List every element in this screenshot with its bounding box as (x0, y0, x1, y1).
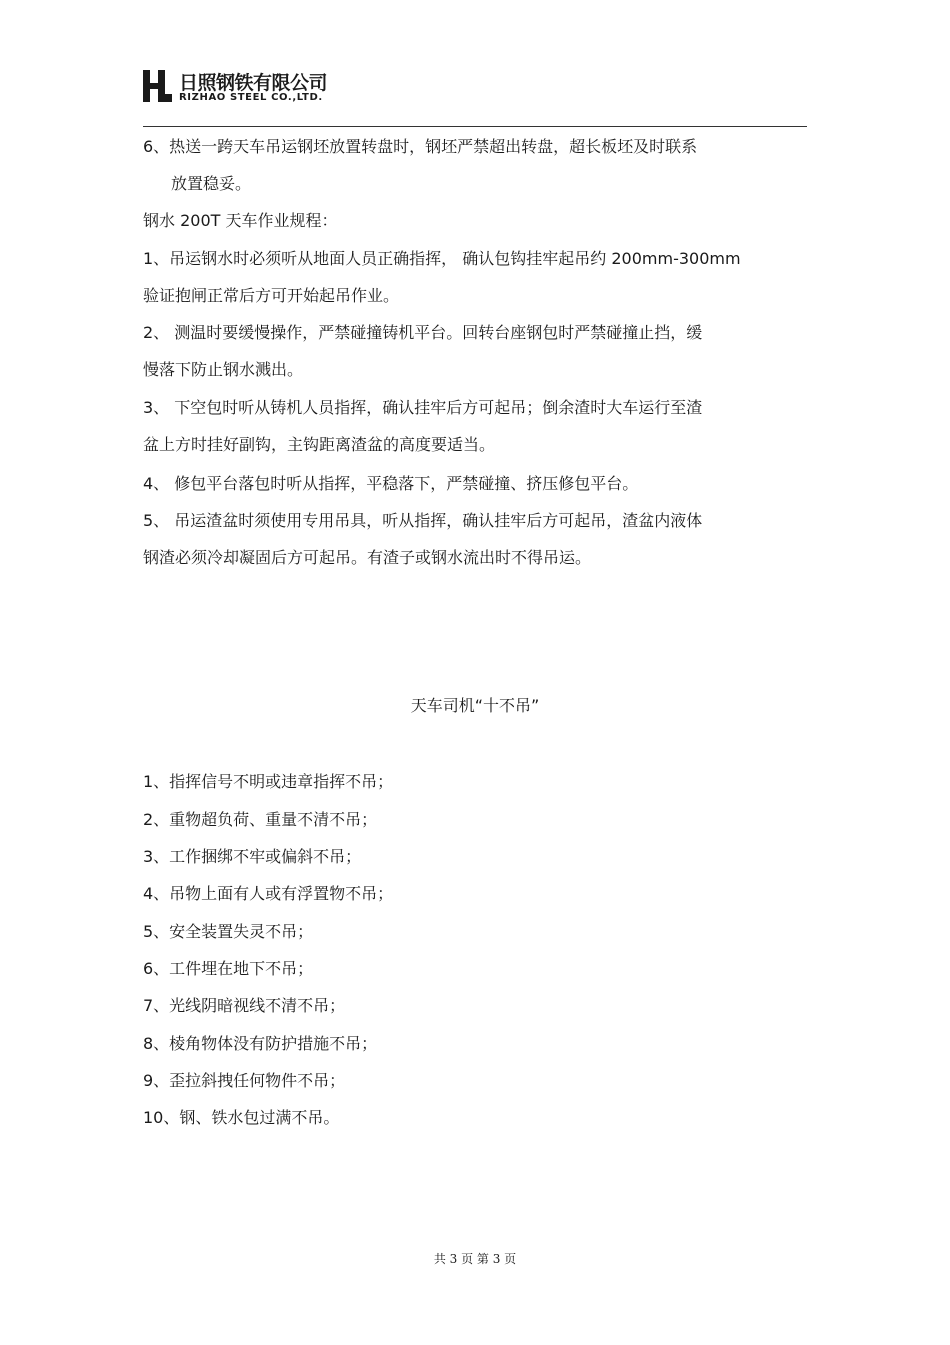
rule-item: 9、歪拉斜拽任何物件不吊； (143, 1071, 346, 1090)
body-line: 1、吊运钢水时必须听从地面人员正确指挥， 确认包钩挂牢起吊约 200mm-300mm (143, 249, 741, 268)
body-line: 盆上方时挂好副钩，主钩距离渣盆的高度要适当。 (143, 435, 496, 454)
rule-item: 1、指挥信号不明或违章指挥不吊； (143, 772, 394, 791)
body-line: 慢落下防止钢水溅出。 (143, 360, 304, 379)
body-line: 6、热送一跨天车吊运钢坯放置转盘时，钢坯严禁超出转盘，超长板坯及时联系 (143, 137, 698, 156)
rule-item: 5、安全装置失灵不吊； (143, 922, 314, 941)
body-line: 5、 吊运渣盆时须使用专用吊具，听从指挥，确认挂牢后方可起吊，渣盆内液体 (143, 511, 703, 530)
rule-item: 4、吊物上面有人或有浮置物不吊； (143, 884, 394, 903)
body-heading: 钢水 200T 天车作业规程： (143, 211, 338, 230)
body-line: 4、 修包平台落包时听从指挥，平稳落下，严禁碰撞、挤压修包平台。 (143, 474, 639, 493)
rule-item: 10、钢、铁水包过满不吊。 (143, 1108, 340, 1127)
header-divider (143, 126, 807, 127)
rule-item: 8、棱角物体没有防护措施不吊； (143, 1034, 378, 1053)
company-name-cn: 日照钢铁有限公司 (179, 72, 328, 94)
body-line: 放置稳妥。 (171, 174, 252, 193)
body-line: 钢渣必须冷却凝固后方可起吊。有渣子或钢水流出时不得吊运。 (143, 548, 592, 567)
section-title: 天车司机“十不吊” (410, 696, 540, 715)
body-line: 验证抱闸正常后方可开始起吊作业。 (143, 286, 400, 305)
rule-item: 3、工作捆绑不牢或偏斜不吊； (143, 847, 362, 866)
rule-item: 6、工件埋在地下不吊； (143, 959, 314, 978)
company-name-en: RIZHAO STEEL CO.,LTD. (179, 92, 323, 103)
rule-item: 7、光线阴暗视线不清不吊； (143, 996, 346, 1015)
body-line: 3、 下空包时听从铸机人员指挥，确认挂牢后方可起吊；倒余渣时大车运行至渣 (143, 398, 703, 417)
rule-item: 2、重物超负荷、重量不清不吊； (143, 810, 378, 829)
body-line: 2、 测温时要缓慢操作，严禁碰撞铸机平台。回转台座钢包时严禁碰撞止挡，缓 (143, 323, 703, 342)
company-logo-icon (143, 68, 173, 104)
page-footer: 共 3 页 第 3 页 (433, 1252, 517, 1266)
